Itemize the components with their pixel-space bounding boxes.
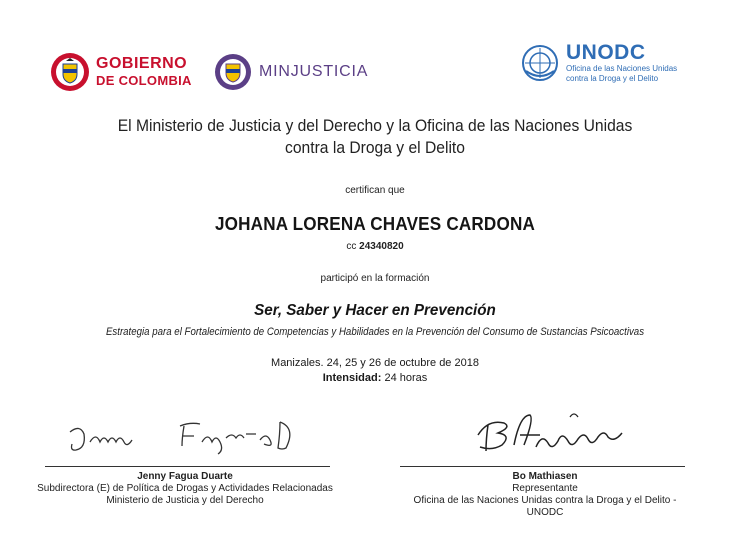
signatory-left — [20, 471, 350, 507]
course-subtitle: Estrategia para el Fortalecimiento de Competencias y Habilidades en la Prevención del Consumo de Sustancias Psicoactivas — [105, 326, 645, 338]
signatory-right-org-abbr: UNODC — [526, 507, 564, 518]
signatory-left-role: Subdirectora (E) de Política de Drogas y Actividades Relacionadas — [37, 483, 333, 494]
signatory-left-org: Ministerio de Justicia y del Derecho — [106, 495, 264, 506]
intensity — [0, 372, 750, 384]
certificate-heading-line1: El Ministerio de Justicia y del Derecho y la Oficina de las Naciones Unidas — [117, 116, 633, 135]
intensity-label: Intensidad: — [322, 372, 382, 384]
unodc-name: UNODC — [566, 41, 646, 64]
un-emblem-icon — [520, 43, 560, 83]
id-prefix: cc — [346, 241, 357, 252]
certify-text: certifican que — [345, 185, 405, 196]
signatory-right-name: Bo Mathiasen — [512, 471, 578, 482]
signatory-right-org: Oficina de las Naciones Unidas contra la Droga y el Delito - — [413, 495, 677, 506]
certificate-heading-line2: contra la Droga y el Delito — [285, 138, 465, 157]
minjusticia-emblem-icon — [214, 53, 252, 91]
minjusticia-name: MINJUSTICIA — [259, 63, 369, 80]
unodc-subtitle-line1: Oficina de las Naciones Unidas — [566, 64, 678, 73]
participation-text: participó en la formación — [320, 273, 430, 284]
colombia-coat-of-arms-icon — [50, 52, 90, 92]
recipient-name: JOHANA LORENA CHAVES CARDONA — [214, 214, 536, 234]
signature-line-left — [45, 466, 330, 467]
signature-bo-mathiasen — [470, 405, 650, 465]
course-title: Ser, Saber y Hacer en Prevención — [254, 302, 496, 319]
gobierno-line2: DE COLOMBIA — [96, 73, 192, 88]
place-date: Manizales. 24, 25 y 26 de octubre de 2018 — [271, 357, 479, 369]
signature-jenny-fagua — [62, 412, 302, 460]
unodc-subtitle-line2: contra la Droga y el Delito — [566, 74, 659, 83]
minjusticia-logo — [214, 53, 368, 91]
gobierno-logo — [50, 52, 192, 92]
id-number: 24340820 — [359, 241, 404, 252]
signatory-left-name: Jenny Fagua Duarte — [137, 471, 233, 482]
signatory-right-role: Representante — [512, 483, 578, 494]
gobierno-line1: GOBIERNO — [96, 55, 188, 72]
signatory-right — [380, 471, 710, 519]
intensity-value: 24 horas — [381, 372, 428, 384]
unodc-logo — [520, 42, 677, 84]
signature-line-right — [400, 466, 685, 467]
recipient-id — [0, 241, 750, 252]
